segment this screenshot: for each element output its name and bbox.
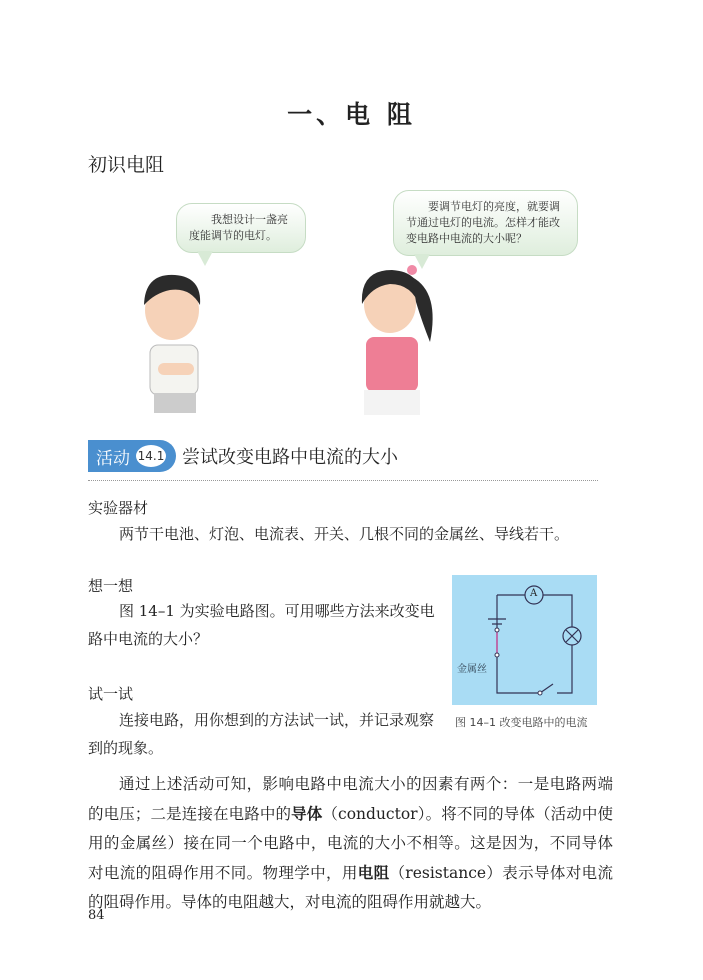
try-heading: 试一试 bbox=[88, 685, 134, 703]
materials-text: 两节干电池、灯泡、电流表、开关、几根不同的金属丝、导线若干。 bbox=[119, 525, 570, 543]
think-heading: 想一想 bbox=[88, 577, 134, 595]
ammeter-label: A bbox=[530, 588, 538, 599]
girl-illustration bbox=[350, 262, 445, 417]
activity-tag bbox=[88, 440, 176, 472]
girl-speech-text: 要调节电灯的亮度，就要调节通过电灯的电流。怎样才能改变电路中电流的大小呢？ bbox=[406, 200, 560, 245]
girl-speech-bubble bbox=[393, 190, 578, 256]
text-segment: 通过上述活动可知，影响电路中电流大小的因素有两个：一是电路两端的电压；二是连接在电路中的 bbox=[88, 775, 613, 823]
activity-title: 尝试改变电路中电流的大小 bbox=[182, 447, 398, 468]
activity-header bbox=[88, 440, 398, 472]
body-paragraph bbox=[88, 770, 613, 918]
page-number: 84 bbox=[88, 908, 105, 923]
boy-illustration bbox=[130, 265, 220, 415]
page-title: 一、电 阻 bbox=[287, 100, 416, 129]
term-conductor: 导体 bbox=[291, 804, 323, 823]
boy-speech-text: 我想设计一盏亮度能调节的电灯。 bbox=[189, 213, 288, 242]
figure-caption: 图 14–1 改变电路中的电流 bbox=[455, 716, 588, 729]
think-text: 图 14–1 为实验电路图。可用哪些方法来改变电路中电流的大小？ bbox=[88, 602, 435, 648]
text-segment: （resistance）表示导体对电流的阻碍作用。导体的电阻越大，对电流的阻碍作用就越大。 bbox=[88, 863, 613, 911]
divider bbox=[88, 480, 598, 481]
activity-tag-label: 活动 bbox=[96, 448, 130, 469]
section-heading: 初识电阻 bbox=[88, 154, 165, 176]
activity-number: 14.1 bbox=[134, 443, 168, 469]
materials-heading: 实验器材 bbox=[88, 499, 149, 517]
try-text: 连接电路，用你想到的方法试一试，并记录观察到的现象。 bbox=[88, 711, 435, 757]
term-resistance: 电阻 bbox=[357, 863, 390, 882]
circuit-diagram bbox=[452, 575, 597, 705]
boy-speech-bubble bbox=[176, 203, 306, 253]
wire-label: 金属丝 bbox=[457, 664, 487, 675]
text-segment: （conductor）。将不同的导体（活动中使用的金属丝）接在同一个电路中，电流的大小不相等。这是因为，不同导体对电流的阻碍作用不同。物理学中，用 bbox=[88, 804, 613, 882]
